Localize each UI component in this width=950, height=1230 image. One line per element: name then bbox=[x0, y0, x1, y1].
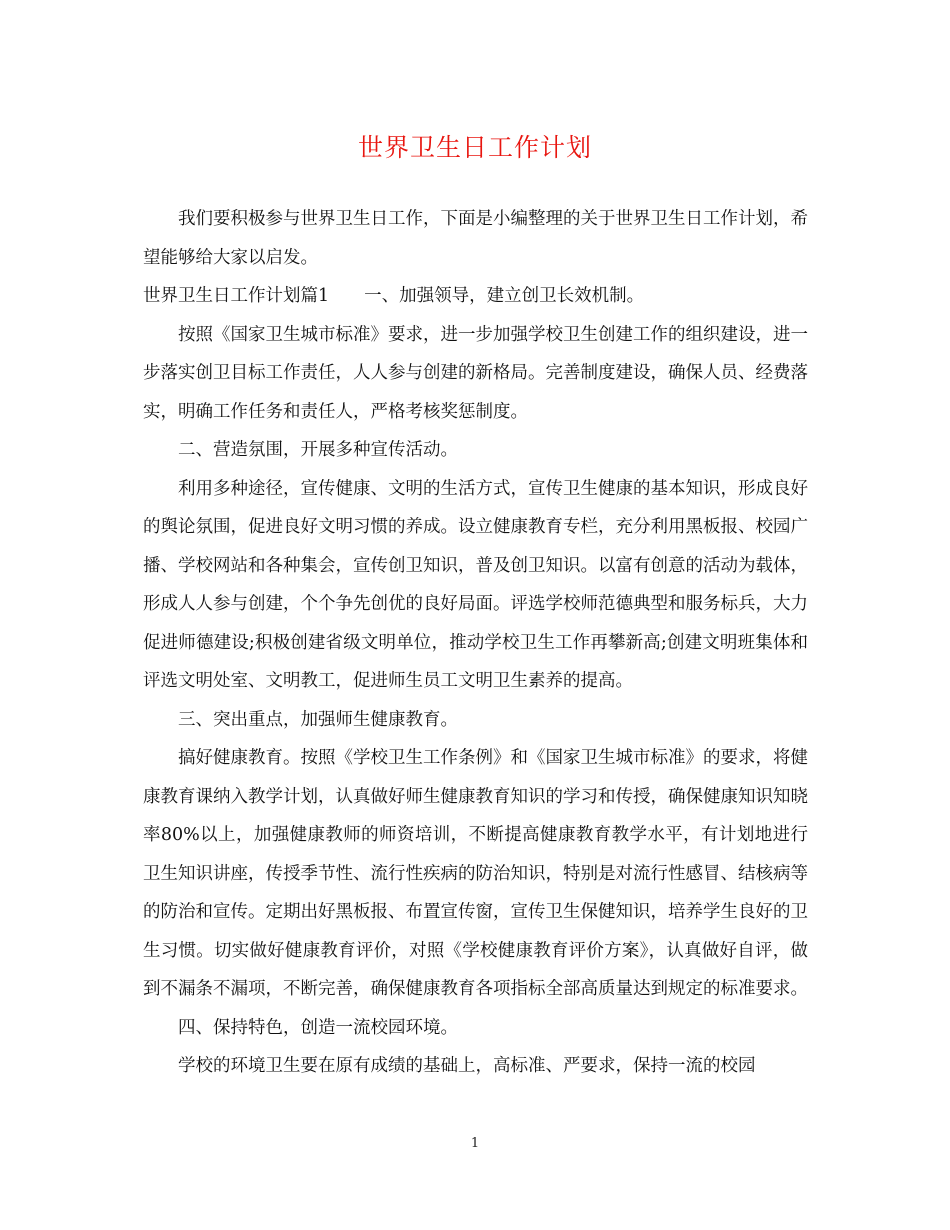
section-heading-1: 世界卫生日工作计划篇1 一、加强领导，建立创卫长效机制。 bbox=[143, 286, 645, 306]
page-number: 1 bbox=[470, 1136, 480, 1151]
intro-paragraph: 我们要积极参与世界卫生日工作，下面是小编整理的关于世界卫生日工作计划，希望能够给大家以启发。 bbox=[143, 209, 808, 268]
section-1-paragraph: 按照《国家卫生城市标准》要求，进一步加强学校卫生创建工作的组织建设，进一步落实创卫目标工作责任，人人参与创建的新格局。完善制度建设，确保人员、经费落实，明确工作任务和责任人，严格考核奖惩制度。 bbox=[143, 324, 808, 422]
document-body bbox=[143, 200, 808, 1086]
document-title: 世界卫生日工作计划 bbox=[357, 133, 592, 162]
section-heading-2: 二、营造氛围，开展多种宣传活动。 bbox=[178, 440, 458, 460]
section-2-paragraph: 利用多种途径，宣传健康、文明的生活方式，宣传卫生健康的基本知识，形成良好的舆论氛围，促进良好文明习惯的养成。设立健康教育专栏，充分利用黑板报、校园广播、学校网站和各种集会，宣传创卫知识，普及创卫知识。以富有创意的活动为载体，形成人人参与创建，个个争先创优的良好局面。评选学校师范德典型和服务标兵，大力促进师德建设;积极创建省级文明单位，推动学校卫生工作再攀新高;创建文明班集体和评选文明处室、文明教工，促进师生员工文明卫生素养的提高。 bbox=[143, 478, 808, 691]
section-3-paragraph: 搞好健康教育。按照《学校卫生工作条例》和《国家卫生城市标准》的要求，将健康教育课纳入教学计划，认真做好师生健康教育知识的学习和传授，确保健康知识知晓率80%以上，加强健康教师的师资培训，不断提高健康教育教学水平，有计划地进行卫生知识讲座，传授季节性、流行性疾病的防治知识，特别是对流行性感冒、结核病等的防治和宣传。定期出好黑板报、布置宣传窗，宣传卫生保健知识，培养学生良好的卫生习惯。切实做好健康教育评价，对照《学校健康教育评价方案》，认真做好自评，做到不漏条不漏项，不断完善，确保健康教育各项指标全部高质量达到规定的标准要求。 bbox=[143, 748, 808, 999]
section-4-paragraph: 学校的环境卫生要在原有成绩的基础上，高标准、严要求，保持一流的校园 bbox=[178, 1056, 756, 1076]
section-heading-3: 三、突出重点，加强师生健康教育。 bbox=[178, 709, 458, 730]
section-heading-4: 四、保持特色，创造一流校园环境。 bbox=[178, 1017, 458, 1038]
